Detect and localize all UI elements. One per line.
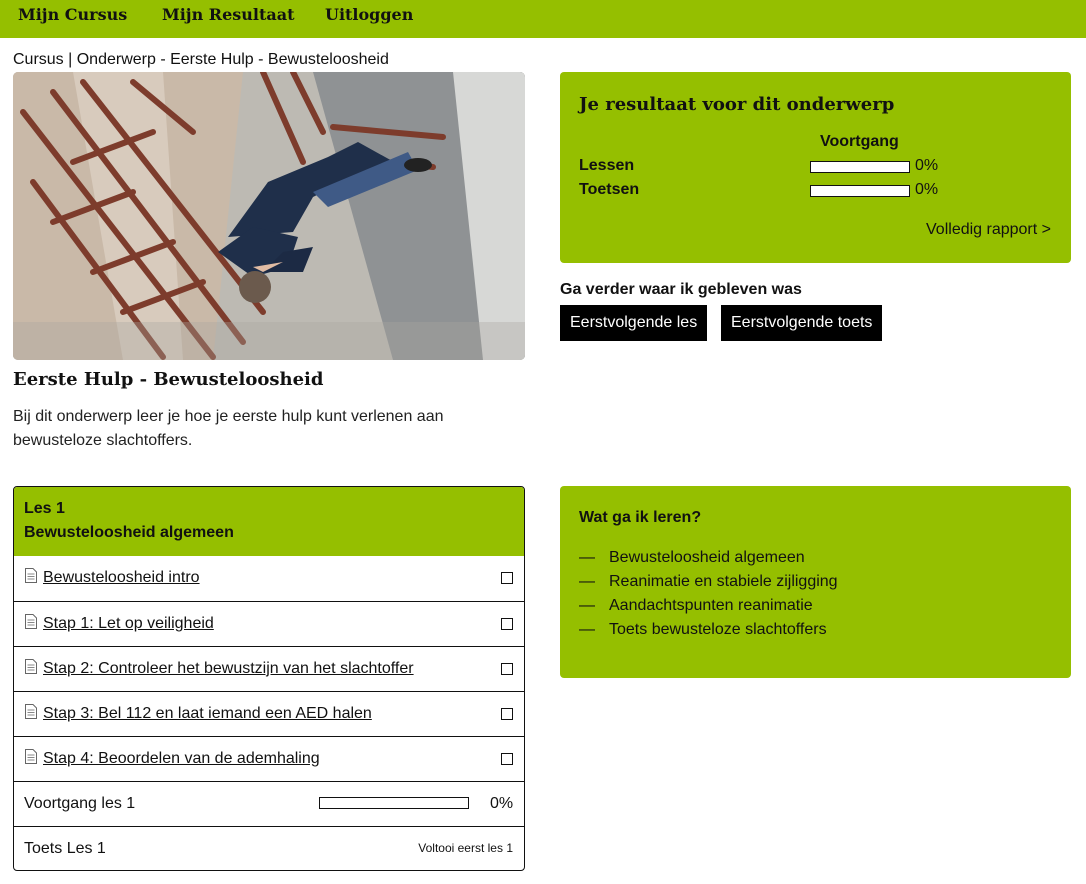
completion-checkbox[interactable] <box>501 663 513 675</box>
next-lesson-button[interactable]: Eerstvolgende les <box>560 305 707 341</box>
document-icon <box>25 614 37 629</box>
lesson-item-link[interactable]: Stap 4: Beoordelen van de ademhaling <box>43 750 320 767</box>
nav-mijn-cursus[interactable]: Mijn Cursus <box>18 5 128 24</box>
lesson-number: Les 1 <box>24 500 65 517</box>
lesson-item[interactable] <box>14 601 524 646</box>
result-tests-label: Toetsen <box>579 181 640 198</box>
lesson-item[interactable] <box>14 736 524 781</box>
breadcrumb[interactable]: Cursus | Onderwerp - Eerste Hulp - Bewusteloosheid <box>13 51 389 68</box>
tests-progress-bar <box>810 185 910 197</box>
top-navigation-bar <box>0 0 1086 38</box>
lesson-test-note: Voltooi eerst les 1 <box>418 841 513 855</box>
learning-goals-title: Wat ga ik leren? <box>579 509 702 526</box>
completion-checkbox[interactable] <box>501 708 513 720</box>
topic-photo <box>13 72 525 360</box>
progress-column-header: Voortgang <box>820 133 899 150</box>
lesson-progress-percent: 0% <box>490 795 514 812</box>
lesson-item-link[interactable]: Bewusteloosheid intro <box>43 569 200 586</box>
completion-checkbox[interactable] <box>501 753 513 765</box>
list-item-text: Bewusteloosheid algemeen <box>609 549 805 566</box>
list-item-text: Aandachtspunten reanimatie <box>609 597 813 614</box>
continue-label: Ga verder waar ik gebleven was <box>560 281 802 298</box>
result-title: Je resultaat voor dit onderwerp <box>579 94 895 115</box>
learning-goals-panel <box>560 486 1071 678</box>
lesson-test-label: Toets Les 1 <box>24 840 106 857</box>
dash-bullet: — <box>579 621 595 638</box>
lesson-item-link[interactable]: Stap 1: Let op veiligheid <box>43 615 214 632</box>
next-test-button[interactable]: Eerstvolgende toets <box>721 305 882 341</box>
topic-title: Eerste Hulp - Bewusteloosheid <box>13 369 324 390</box>
result-panel <box>560 72 1071 263</box>
lesson-card <box>13 486 525 871</box>
lesson-progress-bar <box>319 797 469 809</box>
lesson-item-link[interactable]: Stap 2: Controleer het bewustzijn van het slachtoffer <box>43 660 414 677</box>
full-report-link[interactable]: Volledig rapport > <box>926 221 1051 238</box>
lesson-test-row <box>14 826 524 871</box>
document-icon <box>25 659 37 674</box>
dash-bullet: — <box>579 597 595 614</box>
lesson-item[interactable] <box>14 556 524 601</box>
lesson-item[interactable] <box>14 646 524 691</box>
list-item <box>579 596 838 620</box>
topic-description: Bij dit onderwerp leer je hoe je eerste hulp kunt verlenen aan bewusteloze slachtoffers. <box>13 408 444 449</box>
list-item <box>579 548 838 572</box>
document-icon <box>25 704 37 719</box>
nav-mijn-resultaat[interactable]: Mijn Resultaat <box>162 5 295 24</box>
dash-bullet: — <box>579 549 595 566</box>
result-lessons-label: Lessen <box>579 157 635 174</box>
list-item-text: Reanimatie en stabiele zijligging <box>609 573 838 590</box>
document-icon <box>25 568 37 583</box>
lessons-progress-percent: 0% <box>915 157 939 174</box>
document-icon <box>25 749 37 764</box>
list-item <box>579 620 838 644</box>
lesson-progress-row <box>14 781 524 826</box>
lesson-item-link[interactable]: Stap 3: Bel 112 en laat iemand een AED halen <box>43 705 372 722</box>
lessons-progress-bar <box>810 161 910 173</box>
completion-checkbox[interactable] <box>501 572 513 584</box>
lesson-item[interactable] <box>14 691 524 736</box>
completion-checkbox[interactable] <box>501 618 513 630</box>
lesson-header <box>14 487 524 556</box>
nav-uitloggen[interactable]: Uitloggen <box>325 5 414 24</box>
list-item <box>579 572 838 596</box>
dash-bullet: — <box>579 573 595 590</box>
tests-progress-percent: 0% <box>915 181 939 198</box>
lesson-name: Bewusteloosheid algemeen <box>24 524 234 541</box>
lesson-progress-label: Voortgang les 1 <box>24 795 136 812</box>
list-item-text: Toets bewusteloze slachtoffers <box>609 621 827 638</box>
learning-goals-list <box>579 548 838 644</box>
